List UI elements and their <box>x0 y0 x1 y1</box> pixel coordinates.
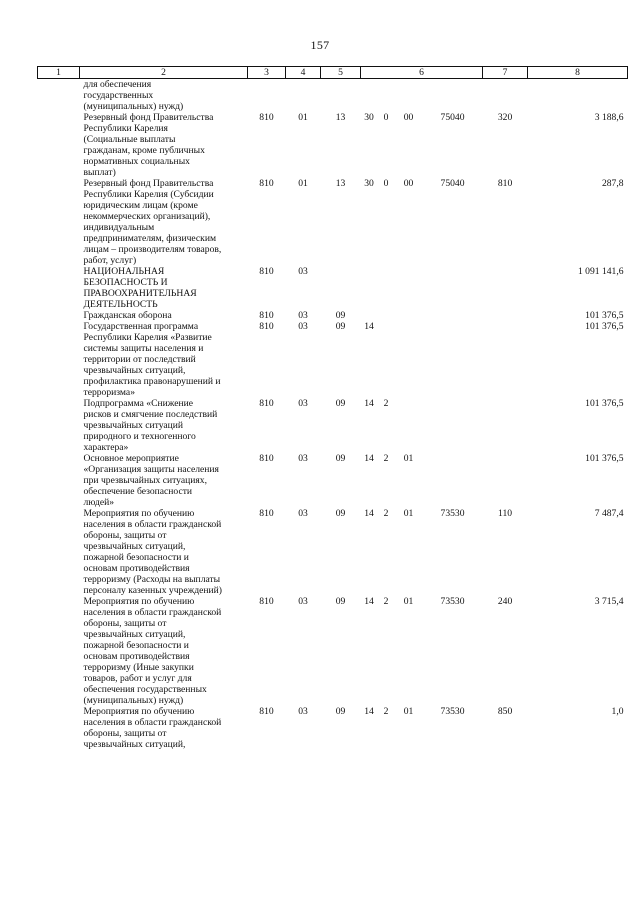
row-main-event <box>395 266 423 310</box>
row-direction <box>423 321 483 398</box>
row-amount: 101 376,5 <box>585 453 624 464</box>
row-grbs: 810 <box>259 453 274 464</box>
row-rz: 03 <box>298 321 308 332</box>
row-name: Резервный фонд Правительства Республики Карелия (Социальные выплаты гражданам, кроме публичных нормативных социальных выплат) <box>83 112 214 178</box>
row-main-event: 01 <box>403 453 414 464</box>
row-program: 14 <box>364 508 374 519</box>
header-col-7: 7 <box>483 67 528 79</box>
row-expense-type <box>483 266 528 310</box>
row-name: Мероприятия по обучению населения в области гражданской обороны, защиты от чрезвычайных ситуаций, <box>83 706 222 750</box>
row-pr: 09 <box>335 398 346 409</box>
row-grbs: 810 <box>259 706 274 717</box>
table-row <box>38 706 628 750</box>
row-main-event: 01 <box>403 706 414 717</box>
page-number: 157 <box>310 38 330 52</box>
row-direction: 75040 <box>440 112 465 123</box>
row-pr: 09 <box>335 453 346 464</box>
row-subprogram: 2 <box>383 453 389 464</box>
row-rz: 03 <box>298 706 308 717</box>
row-subprogram <box>378 79 395 113</box>
row-rz: 03 <box>298 453 308 464</box>
row-name: Государственная программа Республики Карелия «Развитие системы защиты населения и территории от последствий чрезвычайных ситуаций, профилактика правонарушений и терроризма» <box>83 321 221 398</box>
row-rz: 01 <box>298 112 308 123</box>
row-program: 14 <box>364 596 374 607</box>
header-col-6: 6 <box>361 67 483 79</box>
row-grbs: 810 <box>259 321 274 332</box>
row-col-1 <box>38 178 80 266</box>
row-subprogram: 2 <box>383 508 389 519</box>
row-main-event <box>395 310 423 321</box>
row-direction <box>423 453 483 508</box>
row-amount: 3 715,4 <box>594 596 624 607</box>
row-col-1 <box>38 112 80 178</box>
row-direction: 73530 <box>440 596 465 607</box>
row-expense-type <box>483 453 528 508</box>
row-col-1 <box>38 706 80 750</box>
row-expense-type <box>483 398 528 453</box>
row-name: Основное мероприятие «Организация защиты населения при чрезвычайных ситуациях, обеспечение безопасности людей» <box>83 453 219 508</box>
row-subprogram <box>378 321 395 398</box>
row-col-1 <box>38 79 80 113</box>
row-amount <box>528 79 628 113</box>
row-rz: 03 <box>298 596 308 607</box>
row-subprogram: 0 <box>383 112 389 123</box>
row-amount: 101 376,5 <box>585 310 624 321</box>
table-row <box>38 321 628 398</box>
row-col-1 <box>38 310 80 321</box>
row-rz: 03 <box>298 398 308 409</box>
row-main-event: 01 <box>403 508 414 519</box>
row-grbs: 810 <box>259 178 274 189</box>
row-program: 30 <box>364 178 374 189</box>
row-pr: 09 <box>335 508 346 519</box>
row-expense-type <box>483 79 528 113</box>
row-subprogram: 0 <box>383 178 389 189</box>
row-pr: 13 <box>335 178 346 189</box>
row-rz: 03 <box>298 508 308 519</box>
row-program <box>361 79 378 113</box>
row-pr <box>321 266 361 310</box>
table-row <box>38 112 628 178</box>
row-subprogram <box>378 266 395 310</box>
row-col-1 <box>38 321 80 398</box>
table-row <box>38 266 628 310</box>
row-amount: 7 487,4 <box>594 508 624 519</box>
row-direction <box>423 398 483 453</box>
row-subprogram: 2 <box>383 596 389 607</box>
row-direction <box>423 266 483 310</box>
table-row <box>38 508 628 596</box>
row-grbs: 810 <box>259 398 274 409</box>
row-subprogram: 2 <box>383 398 389 409</box>
row-program: 14 <box>364 453 374 464</box>
row-name: Мероприятия по обучению населения в области гражданской обороны, защиты от чрезвычайных ситуаций, пожарной безопасности и основам противодействия терроризму (Иные закупки товаров, работ и услуг для обеспечения государственных (муниципальных) нужд) <box>83 596 222 706</box>
row-program <box>361 266 378 310</box>
header-col-2: 2 <box>80 67 248 79</box>
table-row <box>38 453 628 508</box>
header-col-5: 5 <box>321 67 361 79</box>
row-amount: 1 091 141,6 <box>577 266 624 277</box>
row-expense-type <box>483 310 528 321</box>
row-program: 30 <box>364 112 374 123</box>
header-col-4: 4 <box>286 67 321 79</box>
header-col-3: 3 <box>248 67 286 79</box>
row-expense-type: 320 <box>497 112 513 123</box>
row-name: для обеспечения государственных (муниципальных) нужд) <box>83 79 184 112</box>
row-name: Мероприятия по обучению населения в области гражданской обороны, защиты от чрезвычайных ситуаций, пожарной безопасности и основам противодействия терроризму (Расходы на выплаты персоналу казенных учреждений) <box>83 508 222 596</box>
row-name: НАЦИОНАЛЬНАЯ БЕЗОПАСНОСТЬ И ПРАВООХРАНИТЕЛЬНАЯ ДЕЯТЕЛЬНОСТЬ <box>83 266 197 310</box>
row-pr <box>321 79 361 113</box>
row-name: Резервный фонд Правительства Республики Карелия (Субсидии юридическим лицам (кроме некоммерческих организаций), индивидуальным предпринимателям, физическим лицам – производителям товаров, работ, услуг) <box>83 178 222 266</box>
row-amount: 287,8 <box>601 178 624 189</box>
table-body <box>38 79 628 751</box>
row-program: 14 <box>364 398 374 409</box>
row-col-1 <box>38 508 80 596</box>
row-col-1 <box>38 596 80 706</box>
row-expense-type <box>483 321 528 398</box>
row-pr: 13 <box>335 112 346 123</box>
row-expense-type: 850 <box>497 706 513 717</box>
row-expense-type: 810 <box>497 178 513 189</box>
row-grbs <box>248 79 286 113</box>
row-program: 14 <box>364 321 374 332</box>
table-header <box>38 67 628 79</box>
row-name: Подпрограмма «Снижение рисков и смягчение последствий чрезвычайных ситуаций природного и техногенного характера» <box>83 398 218 453</box>
row-pr: 09 <box>335 596 346 607</box>
row-direction: 75040 <box>440 178 465 189</box>
table-row <box>38 310 628 321</box>
row-subprogram: 2 <box>383 706 389 717</box>
row-main-event: 01 <box>403 596 414 607</box>
row-amount: 101 376,5 <box>585 321 624 332</box>
row-direction: 73530 <box>440 508 465 519</box>
row-grbs: 810 <box>259 310 274 321</box>
row-direction <box>423 79 483 113</box>
header-col-1: 1 <box>38 67 80 79</box>
row-amount: 1,0 <box>611 706 624 717</box>
row-program <box>361 310 378 321</box>
table-row <box>38 79 628 113</box>
row-amount: 101 376,5 <box>585 398 624 409</box>
row-direction <box>423 310 483 321</box>
row-direction: 73530 <box>440 706 465 717</box>
row-grbs: 810 <box>259 266 274 277</box>
row-amount: 3 188,6 <box>594 112 624 123</box>
row-main-event: 00 <box>403 178 414 189</box>
row-rz: 01 <box>298 178 308 189</box>
budget-table <box>37 66 628 750</box>
row-grbs: 810 <box>259 112 274 123</box>
row-pr: 09 <box>335 706 346 717</box>
row-name: Гражданская оборона <box>83 310 172 321</box>
row-main-event <box>395 79 423 113</box>
row-col-1 <box>38 266 80 310</box>
row-main-event <box>395 398 423 453</box>
row-col-1 <box>38 398 80 453</box>
row-col-1 <box>38 453 80 508</box>
row-expense-type: 110 <box>498 508 513 519</box>
row-expense-type: 240 <box>497 596 513 607</box>
header-col-8: 8 <box>528 67 628 79</box>
row-grbs: 810 <box>259 508 274 519</box>
row-pr: 09 <box>335 310 346 321</box>
row-program: 14 <box>364 706 374 717</box>
row-rz: 03 <box>298 310 308 321</box>
row-pr: 09 <box>335 321 346 332</box>
table-row <box>38 178 628 266</box>
row-rz: 03 <box>298 266 308 277</box>
row-grbs: 810 <box>259 596 274 607</box>
table-row <box>38 398 628 453</box>
row-main-event: 00 <box>403 112 414 123</box>
row-subprogram <box>378 310 395 321</box>
row-main-event <box>395 321 423 398</box>
row-rz <box>286 79 321 113</box>
table-row <box>38 596 628 706</box>
